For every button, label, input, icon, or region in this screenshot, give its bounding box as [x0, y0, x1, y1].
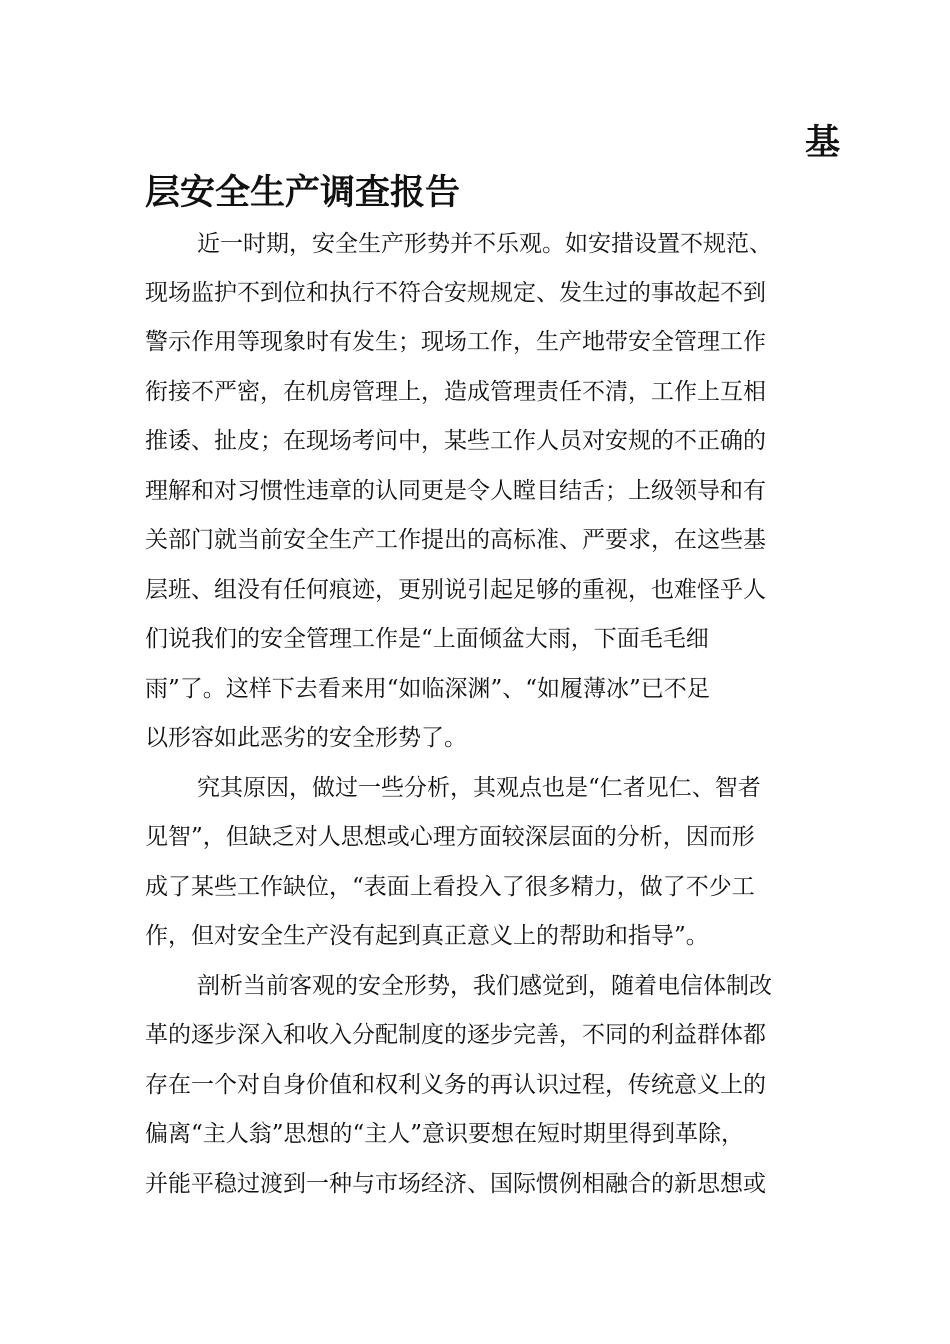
paragraph-1-line-8: 层班、组没有任何痕迹，更别说引起足够的重视，也难怪乎人	[145, 577, 766, 603]
paragraph-2-line-3: 成了某些工作缺位，“表面上看投入了很多精力，做了不少工	[145, 874, 755, 900]
paragraph-3-line-5: 并能平稳过渡到一种与市场经济、国际惯例相融合的新思想或	[145, 1171, 766, 1197]
paragraph-1-line-5: 推诿、扯皮；在现场考问中，某些工作人员对安规的不正确的	[145, 428, 766, 454]
paragraph-1-line-11: 以形容如此恶劣的安全形势了。	[145, 725, 467, 751]
paragraph-1-line-10: 雨”了。这样下去看来用“如临深渊”、“如履薄冰”已不足	[145, 676, 710, 702]
paragraph-1-line-9: 们说我们的安全管理工作是“上面倾盆大雨，下面毛毛细	[145, 626, 709, 652]
paragraph-3-line-4: 偏离“主人翁”思想的“主人”意识要想在短时期里得到革除，	[145, 1121, 745, 1147]
paragraph-1-line-6: 理解和对习惯性违章的认同更是令人瞠目结舌；上级领导和有	[145, 478, 766, 504]
paragraph-1-line-1: 近一时期，安全生产形势并不乐观。如安措设置不规范、	[197, 231, 772, 257]
paragraph-1-line-7: 关部门就当前安全生产工作提出的高标准、严要求，在这些基	[145, 527, 766, 553]
paragraph-2-line-1: 究其原因，做过一些分析，其观点也是“仁者见仁、智者	[197, 775, 761, 801]
paragraph-3-line-3: 存在一个对自身价值和权利义务的再认识过程，传统意义上的	[145, 1072, 766, 1098]
paragraph-2-line-4: 作，但对安全生产没有起到真正意义上的帮助和指导”。	[145, 923, 709, 949]
paragraph-1-line-4: 衔接不严密，在机房管理上，造成管理责任不清，工作上互相	[145, 379, 766, 405]
paragraph-1-line-2: 现场监护不到位和执行不符合安规规定、发生过的事故起不到	[145, 280, 766, 306]
paragraph-3-line-1: 剖析当前客观的安全形势，我们感觉到，随着电信体制改	[197, 973, 772, 999]
paragraph-1-line-3: 警示作用等现象时有发生；现场工作，生产地带安全管理工作	[145, 329, 766, 355]
paragraph-2-line-2: 见智”，但缺乏对人思想或心理方面较深层面的分析，因而形	[145, 824, 755, 850]
document-title: 层安全生产调查报告	[145, 172, 461, 213]
title-first-char: 基	[805, 122, 841, 163]
paragraph-3-line-2: 革的逐步深入和收入分配制度的逐步完善，不同的利益群体都	[145, 1022, 766, 1048]
